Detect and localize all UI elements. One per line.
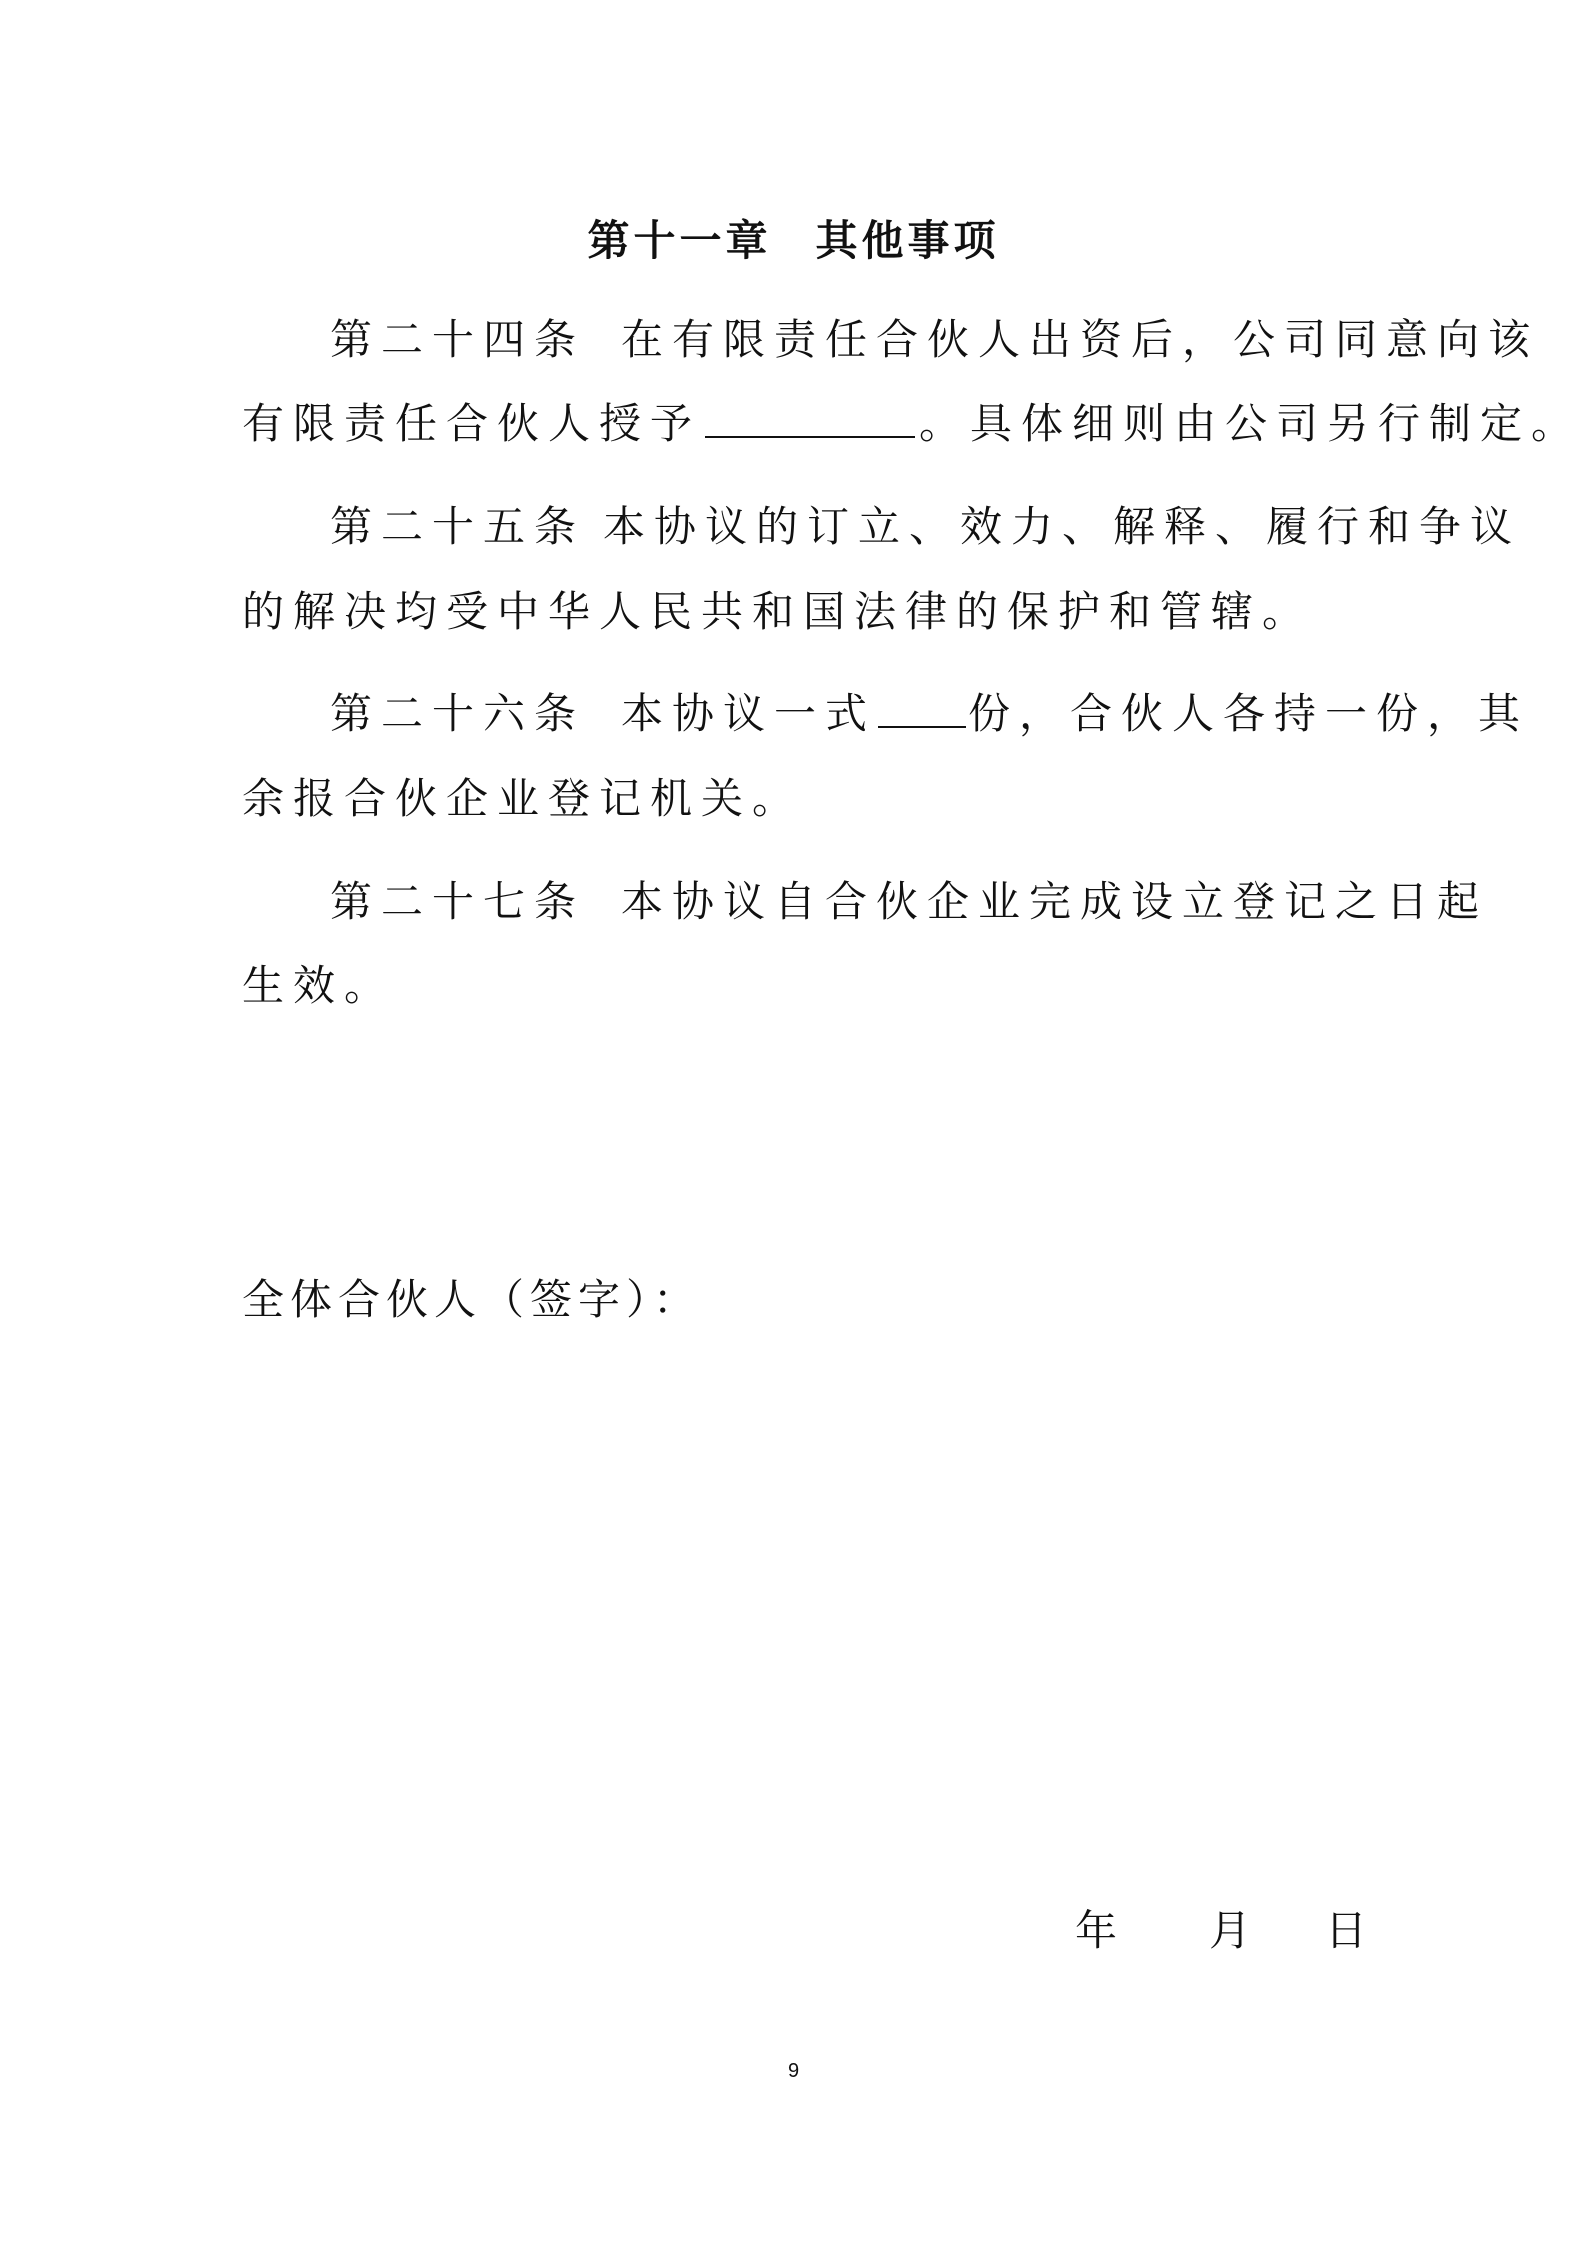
article-24-line-1 xyxy=(330,316,1539,364)
article-27-label: 第二十七条 xyxy=(330,877,586,926)
signature-label-text: 全体合伙人（签字）： xyxy=(242,1275,702,1324)
article-27-line-1 xyxy=(330,878,1488,926)
chapter-title xyxy=(0,208,1587,268)
article-26-text-1a: 本协议一式 xyxy=(621,689,877,738)
article-26-line-1 xyxy=(330,690,1529,738)
article-24-text-1: 在有限责任合伙人出资后，公司同意向该 xyxy=(621,315,1540,364)
article-26-line-2 xyxy=(242,775,803,823)
article-25-text-2: 的解决均受中华人民共和国法律的保护和管辖。 xyxy=(242,587,1314,636)
article-25-label: 第二十五条 xyxy=(330,502,586,551)
page-number: 9 xyxy=(787,2060,800,2082)
article-24-text-2a: 有限责任合伙人授予 xyxy=(242,399,702,448)
grant-blank-field xyxy=(705,402,915,438)
date-month: 月 xyxy=(1209,1906,1252,1955)
article-25-line-1 xyxy=(330,503,1521,551)
article-24-line-2 xyxy=(242,400,1582,448)
copies-blank-field xyxy=(878,692,966,728)
date-day: 日 xyxy=(1325,1906,1368,1955)
article-27-text-2: 生效。 xyxy=(242,961,396,1010)
article-26-text-2: 余报合伙企业登记机关。 xyxy=(242,774,804,823)
article-24-text-2b: 。具体细则由公司另行制定。 xyxy=(919,399,1583,448)
signature-label xyxy=(242,1276,701,1324)
chapter-name: 其他事项 xyxy=(815,216,1000,265)
article-24-label: 第二十四条 xyxy=(330,315,586,364)
article-27-line-2 xyxy=(242,962,395,1010)
article-27-text-1: 本协议自合伙企业完成设立登记之日起 xyxy=(621,877,1489,926)
date-year: 年 xyxy=(1075,1906,1118,1955)
article-25-line-2 xyxy=(242,588,1313,636)
chapter-number: 第十一章 xyxy=(587,216,772,265)
article-26-text-1b: 份，合伙人各持一份，其 xyxy=(968,689,1530,738)
article-25-text-1: 本协议的订立、效力、解释、履行和争议 xyxy=(603,502,1522,551)
date-row xyxy=(1075,1898,1367,1958)
article-26-label: 第二十六条 xyxy=(330,689,586,738)
